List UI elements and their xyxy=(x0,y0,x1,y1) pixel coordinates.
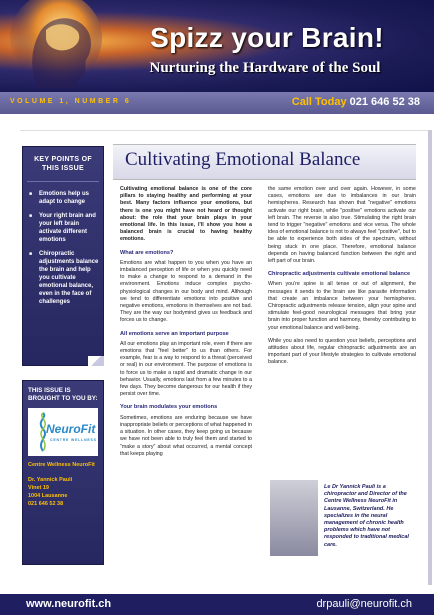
masthead xyxy=(0,0,434,92)
newsletter-subtitle: Nurturing the Hardware of the Soul xyxy=(149,60,381,76)
address-line: Vinet 19 xyxy=(28,485,49,491)
author-bio xyxy=(270,480,414,556)
website-link[interactable]: www.neurofit.ch xyxy=(26,598,112,610)
center-name: Centre Wellness NeuroFit xyxy=(28,462,95,468)
section-heading: Chiropractic adjustments cultivate emotional balance xyxy=(268,271,411,278)
volume-number: VOLUME 1, NUMBER 6 xyxy=(10,98,132,105)
paragraph: When you're spine is all tense or out of alignment, the messages it sends to the brain are like parasite information that create an imbalance between your hemispheres. Chiropractic adjustments release tension, align your spine and stimulate feel-good neurological messages that bring your brain into proper function and harmony, thereby contributing to your emotional balance and well-being. xyxy=(268,281,416,331)
sponsor-box xyxy=(22,380,104,565)
article-title: Cultivating Emotional Balance xyxy=(125,149,361,170)
paragraph: Sometimes, emotions are enduring because we have inappropriate beliefs or perceptions of what happened in a situation. In other cases, they keep going us because we have not been able to truly feel them and started to "make a story" about what occurred, a mental concept that keeps playing xyxy=(120,414,252,457)
call-label: Call Today xyxy=(291,96,347,108)
lead-paragraph: Cultivating emotional balance is one of the core pillars to staying healthy and performing at your best. Many factors influence your emotions, but there is one you might have not heard or thought about: the role that your brain plays in your emotional life. In this issue, I'll show you how a balanced brain is crucial to having healthy emotions. xyxy=(120,186,252,243)
article-column-2 xyxy=(268,186,416,373)
key-points-box xyxy=(22,146,104,366)
sponsor-heading: THIS ISSUE IS BROUGHT TO YOU BY: xyxy=(28,387,98,402)
key-points-heading-line1: KEY POINTS OF xyxy=(34,156,92,163)
address-line: Dr. Yannick Pauli xyxy=(28,477,73,483)
email-link[interactable]: drpauli@neurofit.ch xyxy=(316,598,412,610)
logo-name: NeuroFit xyxy=(46,422,96,436)
brain-head-illustration xyxy=(0,0,110,92)
author-photo xyxy=(270,480,318,556)
call-today xyxy=(292,96,420,108)
section-heading: Your brain modulates your emotions xyxy=(120,404,218,411)
logo-tagline: CENTRE WELLNESS xyxy=(50,438,97,442)
key-points-heading xyxy=(23,147,103,181)
article-column-1 xyxy=(120,186,252,464)
author-bio-text: Le Dr Yannick Pauli is a chiropractor and Director of the Centre Wellness NeuroFit in Lausanne, Switzerland. He specializes in the neural management of chronic health problems which have not responded to traditional medical care. xyxy=(324,484,409,548)
paragraph: Emotions are what happen to you when you have an imbalanced perception of life or when you quickly need to make a change to respond to a demand in the environment. Emotions induce complex psycho-physiological changes in our body and mind. Although we tend to differentiate emotions into positive and negative emotions, emotions in themselves are not bad. They are the way our bodymind gives us feedback and forces us to change. xyxy=(120,259,252,324)
section-heading: What are emotions? xyxy=(120,249,174,256)
section-heading: All emotions serve an important purpose xyxy=(120,330,229,337)
paragraph: the same emotion over and over again. However, in some cases, emotions are due to imbalances in our brain hemispheres. Research has shown that "negative" emotions activate our right brain, while "positive" emotions activate our left brain. The reverse is also true. Stimulating the right brain tend to trigger "negative" emotions and vice versa. The whole idea of emotional balance is not to always feel "positive", but to be able to experience both sides of the spectrum, without being stuck in one place. Therefore, emotional balance depends on having balanced function between the right and left part of our brain. xyxy=(268,186,416,265)
sponsor-address xyxy=(28,476,98,508)
list-item: ■ Chiropractic adjustments balance the brain and help you cultivate emotional balance, even in the face of challenges xyxy=(29,250,99,306)
page-curl xyxy=(88,356,104,366)
key-points-list xyxy=(23,182,103,306)
address-line: 1004 Lausanne xyxy=(28,493,68,499)
key-points-heading-line2: THIS ISSUE xyxy=(42,165,84,172)
list-item: ■ Your right brain and your left brain activate different emotions xyxy=(29,212,99,244)
footer xyxy=(0,594,434,615)
neurofit-logo xyxy=(28,408,98,456)
frame-shadow xyxy=(428,130,432,585)
address-line: 021 646 52 38 xyxy=(28,501,64,507)
paragraph: While you also need to question your beliefs, perceptions and attitudes about life, regular chiropractic adjustments are an important part of your lifestyle strategies to cultivate emotional balance. xyxy=(268,337,416,366)
volume-strip xyxy=(0,92,434,114)
phone-number: 021 646 52 38 xyxy=(349,96,420,108)
paragraph: All our emotions play an important role, even if there are emotions that "feel better" to us than others. For example, fear is a way to respond to a threat (perceived or real) in our environment. The purpose of emotions is to force us to make a rapid and dramatic change in our behavior. Usually, emotions last from a few minutes to a few days. They become dangerous for our health if they persist over time. xyxy=(120,340,252,398)
list-item: ■ Emotions help us adapt to change xyxy=(29,190,99,206)
newsletter-title: Spizz your Brain! xyxy=(150,22,384,53)
